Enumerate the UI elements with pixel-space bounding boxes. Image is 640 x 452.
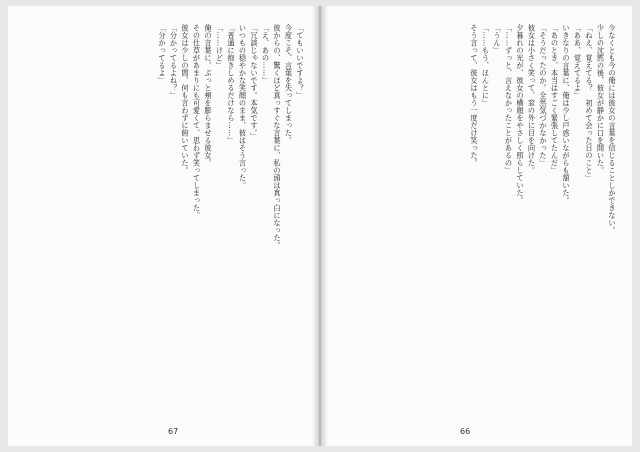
text-line: 彼女は小さく笑って、窓の外に目を向けた。 — [527, 24, 537, 174]
text-line: 「うん」 — [493, 24, 502, 54]
text-line: 「……もう、ほんとに」 — [481, 24, 491, 107]
text-line: いきなりの言葉に、俺は少し戸惑いながらも頷いた。 — [562, 24, 571, 204]
text-line: 「そうだったのか。全然気づかなかった」 — [539, 24, 548, 167]
text-line: 「……けど」 — [215, 24, 225, 69]
text-line: 「……ずっと、言えなかったことがあるの」 — [504, 24, 514, 174]
right-page-text — [334, 24, 618, 412]
text-line: 「分かってるよね？」 — [169, 24, 179, 99]
text-line: 今度こそ、言葉を失ってしまった。 — [284, 24, 294, 144]
page-number-right: 66 — [460, 427, 471, 436]
text-line: 彼からの、驚くほど真っすぐな言葉に、私の頭は真っ白になった。 — [273, 24, 282, 249]
text-line: 「え、あの……」 — [261, 24, 271, 84]
book-gutter — [312, 6, 328, 446]
text-line: 彼女は少しの間、何も言わずに俯いていた。 — [181, 24, 190, 174]
text-line: その仕草があまりにも可愛くて、思わず笑ってしまった。 — [192, 24, 202, 219]
text-line: 夕暮れの光が、彼女の横顔をやさしく照らしていた。 — [516, 24, 525, 204]
text-line: 少なくとも今の俺には彼女の言葉を信じることしかできない。 — [608, 24, 617, 234]
text-line: 少しの沈黙の後、彼女が静かに口を開いた。 — [596, 24, 606, 174]
left-page-text — [22, 24, 306, 412]
page-number-left: 67 — [168, 427, 179, 436]
text-line: 「あのとき、本当はすごく緊張してたんだ」 — [550, 24, 560, 174]
text-line: 俺の言葉に、ぶっと頬を膨らませる彼女。 — [204, 24, 213, 167]
text-line: 「てもいいですよ？」 — [296, 24, 305, 99]
right-page — [320, 6, 632, 446]
text-line: 「分かってるよ」 — [158, 24, 167, 84]
left-page — [8, 6, 320, 446]
text-line: そう言って、彼女はもう一度だけ笑った。 — [470, 24, 479, 167]
text-line: 「ねえ、覚えてる？ 初めて会った日のこと」 — [585, 24, 594, 182]
text-line: いつもの穏やかな笑顔のまま、彼はそう言った。 — [238, 24, 248, 189]
text-line: 「冗談じゃないです。本気です。」 — [250, 24, 259, 141]
text-line: 「ああ、覚えてるよ」 — [573, 24, 583, 99]
text-line: 「普通に抱きしめるだけなら……」 — [227, 24, 236, 144]
